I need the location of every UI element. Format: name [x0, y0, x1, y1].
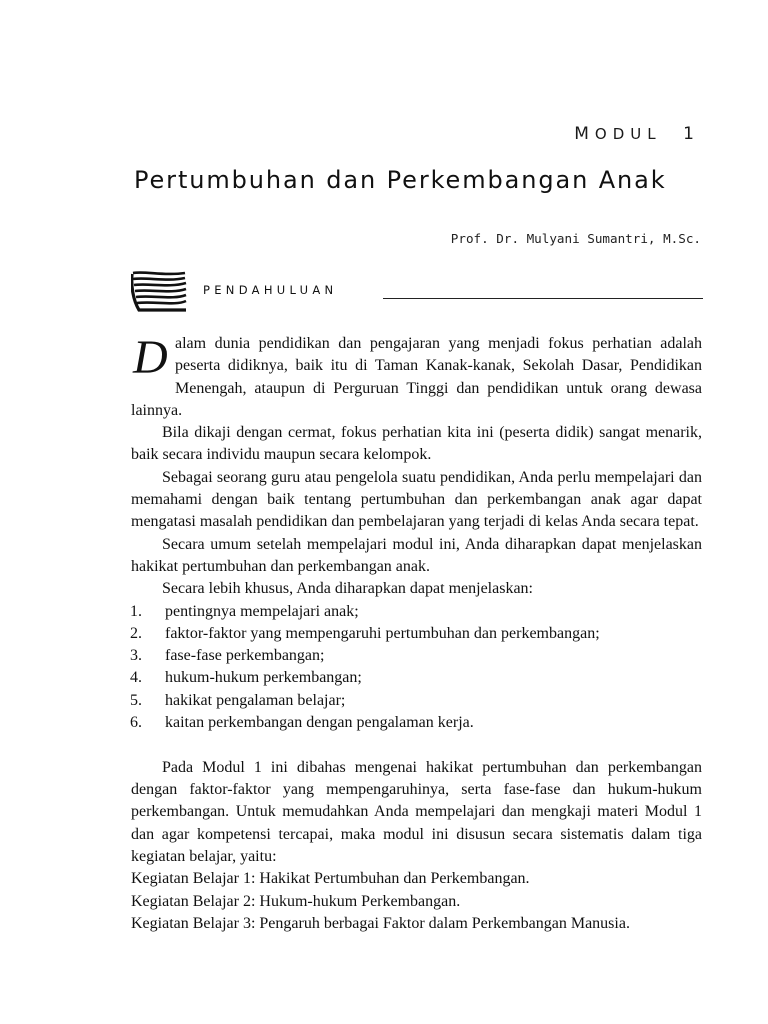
list-item-text: pentingnya mempelajari anak; — [165, 602, 359, 620]
kegiatan-belajar-2: Kegiatan Belajar 2: Hukum-hukum Perkembangan. — [131, 892, 461, 910]
list-item — [131, 667, 702, 689]
list-item — [131, 712, 702, 734]
list-item-number: 1. — [130, 602, 142, 620]
list-item-text: faktor-faktor yang mempengaruhi pertumbuhan dan perkembangan; — [165, 624, 600, 642]
module-label — [574, 124, 700, 144]
intro-paragraph: alam dunia pendidikan dan pengajaran yang menjadi fokus perhatian adalah peserta didiknya, baik itu di Taman Kanak-kanak, Sekolah Dasar, Pendidikan Menengah, ataupun di Perguruan Tinggi dan pendidikan untuk orang dewasa lainnya. — [131, 335, 702, 419]
list-item-text: kaitan perkembangan dengan pengalaman kerja. — [165, 714, 474, 732]
list-item — [131, 690, 702, 712]
drop-cap-letter: D — [133, 335, 168, 377]
list-item-number: 2. — [130, 624, 142, 642]
list-item — [131, 623, 702, 645]
list-item-text: hakikat pengalaman belajar; — [165, 691, 346, 709]
module-number: 1 — [683, 124, 700, 144]
objective-list — [131, 601, 702, 735]
author-name: Prof. Dr. Mulyani Sumantri, M.Sc. — [450, 231, 701, 246]
kegiatan-belajar-3: Kegiatan Belajar 3: Pengaruh berbagai Faktor dalam Perkembangan Manusia. — [131, 914, 630, 932]
module-title: Pertumbuhan dan Perkembangan Anak — [134, 166, 667, 194]
paragraph-cermat: Bila dikaji dengan cermat, fokus perhatian kita ini (peserta didik) sangat menarik, baik secara individu maupun secara kelompok. — [131, 424, 702, 464]
module-label-initial: M — [574, 124, 595, 144]
kegiatan-belajar-1: Kegiatan Belajar 1: Hakikat Pertumbuhan dan Perkembangan. — [131, 870, 530, 888]
paragraph-guru: Sebagai seorang guru atau pengelola suatu pendidikan, Anda perlu mempelajari dan memahami dengan baik tentang pertumbuhan dan perkembangan anak agar dapat mengatasi masalah pendidikan dan pembelajaran yang terjadi di kelas Anda secara tepat. — [131, 468, 702, 531]
list-item-number: 3. — [130, 647, 142, 665]
summary-paragraph: Pada Modul 1 ini dibahas mengenai hakikat pertumbuhan dan perkembangan dengan faktor-faktor yang mempengaruhinya, serta fase-fase dan hukum-hukum perkembangan. Untuk memudahkan Anda mempelajari dan mengkaji materi Modul 1 dan agar kompetensi tercapai, maka modul ini disusun secara sistematis dalam tiga kegiatan belajar, yaitu: — [131, 758, 702, 866]
module-label-rest: ODUL — [594, 125, 662, 143]
list-item-text: fase-fase perkembangan; — [165, 647, 325, 665]
list-item — [131, 601, 702, 623]
list-item-number: 4. — [130, 669, 142, 687]
list-item — [131, 645, 702, 667]
paragraph-gap — [131, 734, 702, 757]
list-item-text: hukum-hukum perkembangan; — [165, 669, 362, 687]
drop-cap — [131, 335, 175, 379]
paragraph-khusus: Secara lebih khusus, Anda diharapkan dapat menjelaskan: — [162, 580, 533, 598]
body-text — [131, 333, 702, 935]
list-item-number: 5. — [130, 691, 142, 709]
book-pages-icon — [131, 270, 187, 312]
paragraph-umum: Secara umum setelah mempelajari modul ini, Anda diharapkan dapat menjelaskan hakikat pertumbuhan dan perkembangan anak. — [131, 535, 702, 575]
section-rule — [383, 298, 703, 299]
section-heading: PENDAHULUAN — [203, 283, 338, 297]
list-item-number: 6. — [130, 714, 142, 732]
